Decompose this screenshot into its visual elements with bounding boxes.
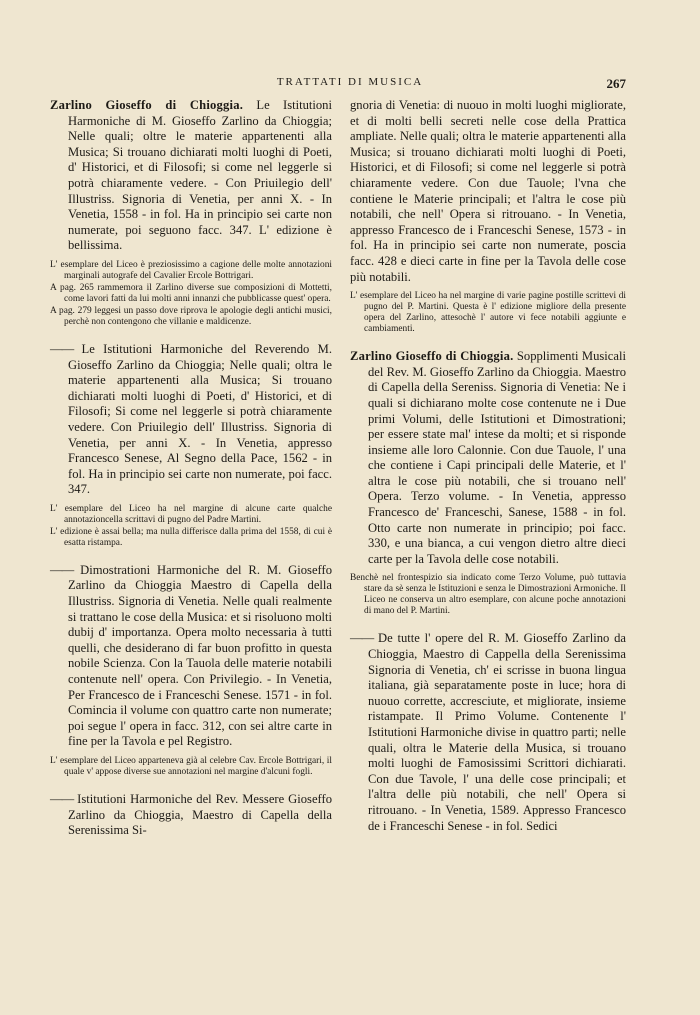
entry-note: L' esemplare del Liceo ha nel margine di alcune carte qualche annotazioncella scrittavi di pugno del Padre Martini. [50, 503, 332, 525]
entry-dash: —— [50, 792, 74, 806]
entry-note: L' esemplare del Liceo apparteneva già al celebre Cav. Ercole Bottrigari, il quale v' appose diverse sue annotazioni nel margine d'alcuni fogli. [50, 756, 332, 777]
entry-dash: —— [50, 562, 74, 577]
entry-heading: Zarlino Gioseffo di Chioggia. [350, 349, 514, 364]
entry-note: L' esemplare del Liceo ha nel margine di varie pagine postille scrittevi di pugno del P. Martini. Questa è l' edizione migliore della presente opera del Zarlino, attesochè l' autore vi fece notabili aggiunte e cambiamenti. [350, 291, 626, 335]
catalog-entry [50, 342, 332, 498]
entry-dash: —— [50, 341, 74, 356]
note-group [350, 573, 626, 617]
entry-text: Istitutioni Harmoniche del Rev. Messere Gioseffo Zarlino da Chioggia, Maestro di Capella della Serenissima Si- [68, 792, 332, 838]
entry-note: L' edizione è assai bella; ma nulla differisce dalla prima del 1558, di cui è esatta ristampa. [50, 526, 332, 548]
page-number: 267 [606, 76, 626, 91]
catalog-entry [350, 349, 626, 567]
entry-continuation: gnoria di Venetia: di nuouo in molti luoghi migliorate, et di molti belli secreti nelle cose della Prattica ampliate. Nelle quali; oltra le materie appartenenti alla Musica; si trouano dichiarati molti luoghi di Poeti, Historici, et di Filosofi; si come nel leggerle si potrà chiaramente vedere. Con due Tauole; l'vna che contiene le Materie principali; et l'altra le cose più notabili, che nell' Opera si ritrouano. - In Venetia, appresso Francesco de i Franceschi Senese, 1573 - in fol. Ha in principio sei carte non numerate, poscia facc. 428 e dieci carte in fine per la Tavola delle cose più notabili. [350, 98, 626, 284]
note-group [50, 260, 332, 328]
note-group [350, 291, 626, 335]
catalog-entry [50, 792, 332, 839]
running-head [0, 76, 700, 92]
entry-text: Le Istitutioni Harmoniche di M. Gioseffo Zarlino da Chioggia; Nelle quali; oltre le materie appartenenti alla Musica; Si trouano dichiarati molti luoghi di Poeti, d' Historici, et di Filosofi; si come nel leggerle si potrà chiaramente vedere. - Con Priuilegio dell' Illustriss. Signoria di Venetia, per anni X. - In Venetia, 1558 - in fol. Ha in principio sei carte non numerate, poi seguono facc. 347. L' edizione è bellissima. [68, 98, 332, 253]
entry-note: A pag. 265 rammemora il Zarlino diverse sue composizioni di Mottetti, come lavori fatti da lui molti anni innanzi che pubblicasse quest' opera. [50, 282, 332, 304]
entry-note: A pag. 279 leggesi un passo dove riprova le apologie degli antichi musici, perchè non contengono che villanie e maldicenze. [50, 305, 332, 327]
left-column [50, 98, 332, 845]
catalog-entry [350, 631, 626, 834]
entry-text: De tutte l' opere del R. M. Gioseffo Zarlino da Chioggia, Maestro di Cappella della Serenissima Signoria di Venetia, ch' ei scrisse in buona lingua italiana, già separatamente poste in luce; hora di nuouo corrette, accresciute, et migliorate, insieme ristampate. Il Primo Volume. Contenente l' Istitutioni Harmoniche divise in quattro parti; nelle quali, oltra le Materie della Musica, si trouano molti luoghi de Famosissimi Scrittori dichiarati. Con due Tavole, l' una delle cose principali; et l'altra delle più notabili, che nell' Opera si ritrouano. - In Venetia, 1589. Appresso Francesco de i Franceschi Senese - in fol. Sedici [368, 631, 626, 833]
entry-dash: —— [350, 631, 374, 646]
entry-note: L' esemplare del Liceo è preziosissimo a cagione delle molte annotazioni marginali autografe del Cavalier Ercole Bottrigari. [50, 259, 332, 281]
entry-note: Benchè nel frontespizio sia indicato come Terzo Volume, può tuttavia stare da sè senza le Istituzioni e senza le Dimostrazioni Armoniche. Il Liceo ne conserva un altro esemplare, con alcune poche annotazioni di mano del P. Martini. [350, 573, 626, 617]
catalog-entry [50, 98, 332, 254]
right-column [350, 98, 626, 840]
entry-text: Dimostrationi Harmoniche del R. M. Gioseffo Zarlino da Chioggia Maestro di Capella della Illustriss. Signoria di Venetia. Nelle quali realmente si trattano le cose della Musica: et si risoluono molti dubij d' importanza. Opera molto necessaria à tutti quelli, che desiderano di far buon profitto in questa nobile Scienza. Con la Tauola delle materie notabili contenute nell' opera. Con Privilegio. - In Venetia, Per Francesco de i Franceschi Senese. 1571 - in fol. Comincia il volume con quattro carte non numerate; poi segue l' opera in facc. 312, con sei altre carte in fine per la Tavola e pel Registro. [68, 562, 332, 749]
entry-text: Le Istitutioni Harmoniche del Reverendo M. Gioseffo Zarlino da Chioggia; Nelle quali; oltra le materie appartenenti alla Musica; Si trouano dichiarati molti luoghi di Poeti, d' Historici, et di Filosofi; Si come nel leggerle si potrà chiaramente vedere. Con Priuilegio dell' Illustriss. Signoria di Venetia, per anni X. - In Venetia, appresso Francesco Senese, Al Segno della Pace, 1562 - in fol. Ha in principio sei carte non numerate, poi facc. 347. [68, 341, 332, 497]
note-group [50, 504, 332, 549]
running-title: TRATTATI DI MUSICA [276, 76, 424, 88]
entry-text: Sopplimenti Musicali del Rev. M. Gioseffo Zarlino da Chioggia. Maestro di Capella della Sereniss. Signoria di Venetia: Ne i quali si dichiarano molte cose contenute ne i Due primi Volumi, delle Istitutioni et Dimostrationi; per essere state mal' intese da molti; et si risponde insieme alle loro Calonnie. Con due Tauole, l' una che contiene i Capi principali delle Materie, et l' altra le cose più notabili, che si trouano nell' Opera. Terzo volume. - In Venetia, appresso Francesco de' Franceschi, Sanese, 1588 - in fol. Otto carte non numerate in principio; poi facc. 330, e una bianca, a cui vengon dietro altre dieci carte per la Tavola delle cose notabili. [368, 349, 626, 566]
catalog-entry [50, 563, 332, 750]
entry-heading: Zarlino Gioseffo di Chioggia. [50, 98, 244, 112]
note-group [50, 756, 332, 778]
